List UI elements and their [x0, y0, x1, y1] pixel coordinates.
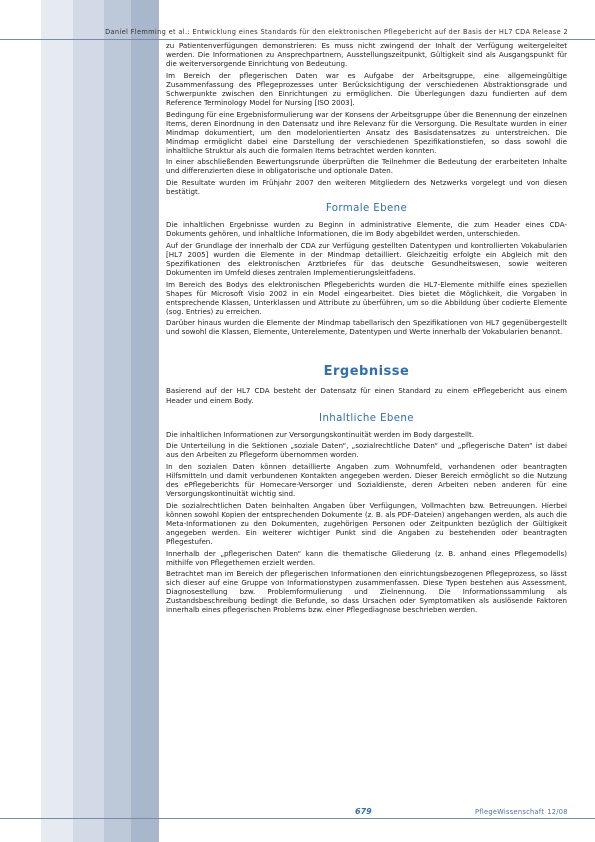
margin-band-light — [41, 0, 73, 842]
paragraph: Die inhaltlichen Informationen zur Versorgungskontinuität werden im Body dargestellt. — [166, 429, 475, 439]
footer-rule — [0, 818, 595, 819]
header-rule — [0, 39, 595, 40]
paragraph: Auf der Grundlage der innerhalb der CDA zur Verfügung gestellten Datentypen und kontrollierten Vokabularien [HL7 2005] wurden die Elemente in der Mindmap detailliert. Gleichzeitig erfolgte ein Abgleich mit den Spezifikationen des elektronischen Arztbriefes für das deutsche Gesundheitswesen, sowie weiteren Dokumenten im Umfeld dieses zentralen Implementierungsleitfadens. — [166, 240, 567, 277]
section-heading-inhaltliche-ebene: Inhaltliche Ebene — [319, 412, 414, 424]
paragraph: Im Bereich des Bodys des elektronischen Pflegeberichts wurden die HL7-Elemente mithilfe eines speziellen Shapes für Microsoft Visio 2002 in ein Model eingearbeitet. Dies bietet die Möglichkeit, die Vorgaben in entsprechende Klassen, Unterklassen und Attribute zu überführen, um so die Abbildung über codierte Elemente (sog. Entries) zu erreichen. — [166, 279, 567, 316]
paragraph: zu Patientenverfügungen demonstrieren: Es muss nicht zwingend der Inhalt der Verfügung weitergeleitet werden. Die Informationen zu Ansprechpartnern, Ausstellungszeitpunkt, Gültigkeit sind als Ausgangspunkt für die weiterversorgende Einrichtung von Bedeutung. — [166, 41, 567, 69]
paragraph: Die sozialrechtlichen Daten beinhalten Angaben über Verfügungen, Vollmachten bzw. Betreuungen. Hierbei können sowohl Kopien der entsprechenden Dokumente (z. B. als PDF-Dateien) angehangen werden, als auch die Meta-Informationen zu den Dokumenten, zugehörigen Personen oder Zeitpunkten bezüglich der Gültigkeit angegeben werden. Ein weiterer wichtiger Punkt sind die Angaben zu bestehenden oder beantragten Pflegestufen. — [166, 500, 567, 546]
journal-issue: 12/08 — [547, 808, 568, 816]
page-number: 679 — [355, 807, 372, 816]
section-heading-formale-ebene: Formale Ebene — [325, 203, 408, 215]
paragraph: Bedingung für eine Ergebnisformulierung war der Konsens der Arbeitsgruppe über die Benennung der einzelnen Items, deren Einordnung in den Datensatz und ihre Relevanz für die Versorgung. Die Resultate wurden in einer Mindmap dokumentiert, um den modelorientierten Ansatz des Basisdatensatzes zu unterstreichen. Die Mindmap ermöglicht dabei eine Darstellung der verschiedenen Spezifikationstiefen, so dass sowohl die inhaltliche Struktur als auch die formalen Items betrachtet werden konnten. — [166, 109, 567, 155]
paragraph: In den sozialen Daten können detaillierte Angaben zum Wohnumfeld, vorhandenen oder beantragten Hilfsmitteln und damit verbundenen Kontakten angegeben werden. Dieser Bereich ermöglicht so die Nutzung des ePflegeberichts für Homecare-Versorger und Sozialdienste, deren Arbeiten neben anderen für eine Versorgungskontinuität wichtig sind. — [166, 461, 567, 499]
paragraph: Darüber hinaus wurden die Elemente der Mindmap tabellarisch den Spezifikationen von HL7 gegenübergestellt und sowohl die Klassen, Elemente, Unterelemente, Datentypen und Werte innerhalb der Vokabularien benannt. — [166, 318, 567, 337]
margin-band-mid — [73, 0, 104, 842]
paragraph: Innerhalb der „pflegerischen Daten“ kann die thematische Gliederung (z. B. anhand eines Pflegemodells) mithilfe von Pflegethemen erzielt werden. — [166, 548, 567, 567]
paragraph: Basierend auf der HL7 CDA besteht der Datensatz für einen Standard zu einem ePflegebericht aus einem Header und einem Body. — [166, 386, 567, 405]
section-heading-ergebnisse: Ergebnisse — [323, 364, 410, 380]
article-body — [166, 41, 567, 617]
margin-band-white — [0, 0, 41, 842]
running-head: Daniel Flemming et al.: Entwicklung eines Standards für den elektronischen Pflegebericht auf der Basis der HL7 CDA Release 2 — [105, 28, 568, 36]
paragraph: Die Unterteilung in die Sektionen „soziale Daten“, „sozialrechtliche Daten“ und „pflegerische Daten“ ist dabei aus den Arbeiten zu Pflegeform übernommen worden. — [166, 441, 567, 460]
journal-footer — [475, 808, 568, 816]
paragraph: Die inhaltlichen Ergebnisse wurden zu Beginn in administrative Elemente, die zum Header eines CDA-Dokuments gehören, und inhaltliche Informationen, die im Body abgebildet werden, unterschieden. — [166, 220, 567, 239]
journal-name: PflegeWissenschaft — [475, 808, 545, 816]
paragraph: Betrachtet man im Bereich der pflegerischen Informationen den einrichtungsbezogenen Pflegeprozess, so lässt sich dieser auf eine Gruppe von Informationstypen zusammenfassen. Diese Typen bestehen aus Assessment, Diagnosestellung bzw. Problemformulierung und Zielnennung. Die Informationssammlung als Zustandsbeschreibung bedingt die Befunde, so dass Ursachen oder Symptomatiken als auslösende Faktoren innerhalb eines pflegerischen Problems bzw. einer Pflegediagnose beschrieben werden. — [166, 569, 567, 615]
paragraph: Im Bereich der pflegerischen Daten war es Aufgabe der Arbeitsgruppe, eine allgemeingültige Zusammenfassung des Pflegeprozesses unter Berücksichtigung der verschiedenen Abstraktionsgrade und Schwerpunkte zwischen den Einrichtungen zu ermöglichen. Die Überlegungen dazu fundierten auf dem Reference Terminology Model for Nursing [ISO 2003]. — [166, 70, 567, 107]
margin-band-darker — [104, 0, 131, 842]
paragraph: Die Resultate wurden im Frühjahr 2007 den weiteren Mitgliedern des Netzwerks vorgelegt und von diesen bestätigt. — [166, 178, 567, 197]
paragraph: In einer abschließenden Bewertungsrunde überprüften die Teilnehmer die Bedeutung der erarbeiteten Inhalte und differenzierten diese in obligatorische und optionale Daten. — [166, 157, 567, 176]
margin-band-dark — [131, 0, 159, 842]
